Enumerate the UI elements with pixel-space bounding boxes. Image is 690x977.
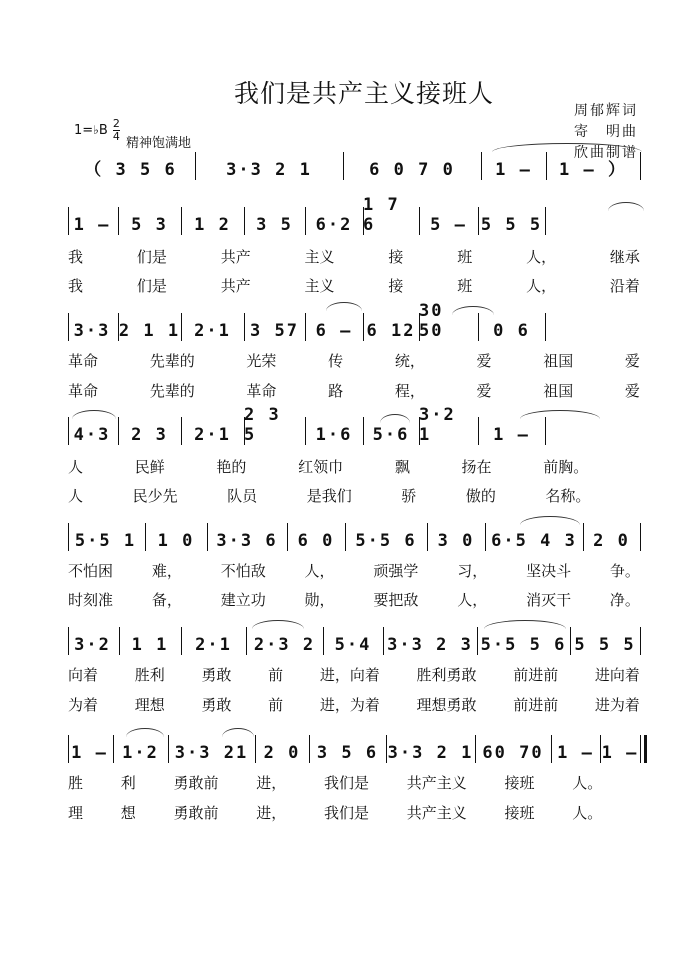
lyric-word: 爱 [476, 382, 492, 400]
lyric-word: 前进前 [513, 696, 559, 714]
barline [640, 523, 641, 551]
lyric-word: 人 [68, 458, 84, 476]
lyric-verse-2 [68, 485, 640, 506]
notation-staff [0, 301, 690, 341]
measure: 1 2 [194, 215, 231, 235]
measure: 60 70 [482, 743, 544, 763]
measure: 5·5 1 [74, 531, 137, 551]
lyric-word: 骄 [401, 487, 417, 505]
barline [68, 417, 69, 445]
measure: 1·2 [122, 743, 159, 763]
lyric-word: 们是 [136, 277, 167, 295]
lyric-word: 名称。 [545, 487, 591, 505]
barline [545, 313, 546, 341]
lyric-word: 胜 [68, 774, 84, 792]
lyric-word: 共产主义 [406, 774, 467, 792]
notation-staff [0, 733, 690, 763]
lyric-word: 要把敌 [373, 591, 419, 609]
lyric-word: 理想勇敢 [416, 696, 477, 714]
measure: 4·3 [73, 425, 111, 445]
barline [68, 313, 69, 341]
lyric-word: 人， [304, 562, 335, 580]
lyric-word: 想 [120, 804, 136, 822]
measure: 3·3 21 [174, 743, 249, 763]
lyric-word: 是我们 [306, 487, 352, 505]
lyric-word: 艳的 [216, 458, 247, 476]
slur-arc [608, 202, 644, 211]
lyric-word: 接 [388, 248, 404, 266]
lyric-word: 祖国 [543, 382, 574, 400]
composer-credit: 寄 明曲 [574, 124, 638, 140]
barline [68, 523, 69, 551]
lyric-word: 勇敢 [201, 666, 232, 684]
flat-symbol: ♭ [93, 123, 99, 137]
lyric-word: 程， [394, 382, 425, 400]
measure: 5 – [430, 215, 467, 235]
measure: 1 1 [131, 635, 169, 655]
notation-staff [0, 150, 690, 180]
lyric-verse-1 [68, 560, 640, 581]
lyric-word: 勋， [304, 591, 335, 609]
lyricist-credit: 周郁辉词 [574, 103, 638, 119]
lyric-word: 坚决斗 [526, 562, 572, 580]
lyric-word: 进， [256, 804, 287, 822]
lyric-word: 主义 [304, 248, 335, 266]
lyric-verse-1 [68, 456, 640, 477]
lyric-word: 我 [68, 277, 84, 295]
lyric-word: 爱 [476, 352, 492, 370]
measure: 3·3 2 3 [387, 635, 473, 655]
lyric-word: 理想 [134, 696, 165, 714]
lyric-word: 进为着 [594, 696, 640, 714]
measure: （ 3 5 6 [84, 160, 177, 180]
measure: 3·3 [73, 321, 111, 341]
lyric-word: 主义 [304, 277, 335, 295]
slur-arc [484, 620, 566, 629]
lyric-word: 人 [68, 487, 84, 505]
slur-arc [452, 306, 494, 315]
lyric-verse-2 [68, 275, 640, 296]
lyric-word: 人， [457, 591, 488, 609]
lyric-word: 前胸。 [543, 458, 589, 476]
lyric-verse-2 [68, 589, 640, 610]
measure: 1 – [71, 743, 108, 763]
key-signature [74, 118, 120, 143]
notation-staff [0, 521, 690, 551]
lyric-word: 扬在 [461, 458, 492, 476]
barline [545, 417, 546, 445]
lyric-word: 我们是 [324, 804, 370, 822]
lyric-word: 为着 [68, 696, 99, 714]
lyric-verse-1 [68, 350, 640, 371]
lyric-verse-2 [68, 380, 640, 401]
lyric-verse-2 [68, 694, 640, 715]
lyric-word: 我们是 [324, 774, 370, 792]
notation-staff [0, 625, 690, 655]
lyric-word: 人。 [572, 804, 603, 822]
lyric-word: 习， [457, 562, 488, 580]
lyric-word: 红领巾 [298, 458, 344, 476]
lyric-word: 前 [268, 696, 284, 714]
lyric-word: 备， [151, 591, 182, 609]
measure: 1 0 [157, 531, 195, 551]
lyric-word: 革命 [68, 352, 99, 370]
lyric-word: 革命 [68, 382, 99, 400]
meter-top: 2 [112, 117, 120, 130]
lyric-word: 接 [388, 277, 404, 295]
lyric-word: 勇敢前 [173, 774, 219, 792]
lyric-word: 进， [256, 774, 287, 792]
lyric-word: 爱 [624, 352, 640, 370]
lyric-word: 人。 [572, 774, 603, 792]
lyric-verse-1 [68, 664, 640, 685]
lyric-word: 利 [120, 774, 136, 792]
final-barline [640, 735, 641, 763]
lyric-word: 先辈的 [149, 382, 195, 400]
measure: 5·6 [372, 425, 410, 445]
measure: 2 0 [263, 743, 301, 763]
measure: 1 – [557, 743, 594, 763]
lyric-word: 飘 [394, 458, 410, 476]
measure: 2 3 5 [244, 405, 281, 445]
lyric-word: 胜利勇敢 [416, 666, 477, 684]
lyric-word: 时刻准 [68, 591, 114, 609]
time-signature [113, 118, 120, 143]
measure: 2·1 [195, 635, 232, 655]
measure: 3 0 [437, 531, 475, 551]
lyric-word: 建立功 [220, 591, 266, 609]
measure: 3 5 6 [316, 743, 379, 763]
lyric-verse-1 [68, 246, 640, 267]
key-note: B [98, 123, 108, 138]
measure: 5·5 6 [355, 531, 417, 551]
lyric-word: 路 [328, 382, 344, 400]
notation-staff [0, 195, 690, 235]
lyric-word: 共产主义 [406, 804, 467, 822]
measure: 6 0 7 0 [369, 160, 455, 180]
measure: 1 – ） [559, 160, 627, 180]
barline [68, 627, 69, 655]
measure: 2 0 [593, 531, 630, 551]
measure: 2·1 [194, 425, 231, 445]
measure: 3·2 [74, 635, 111, 655]
lyric-word: 顽强学 [373, 562, 419, 580]
lyric-word: 班 [457, 277, 473, 295]
lyric-word: 爱 [624, 382, 640, 400]
measure: 5·5 5 6 [480, 635, 567, 655]
measure: 3 5 [256, 215, 293, 235]
slur-arc [222, 728, 254, 737]
measure: 30 50 [419, 301, 444, 341]
measure: 1·6 [315, 425, 353, 445]
measure: 6·5 4 3 [491, 531, 577, 551]
lyric-word: 进，向着 [319, 666, 380, 684]
lyric-word: 光荣 [246, 352, 277, 370]
measure: 3·3 2 1 [387, 743, 474, 763]
measure: 1 – [73, 215, 111, 235]
lyric-word: 统， [394, 352, 425, 370]
lyric-word: 不怕敌 [220, 562, 266, 580]
measure: 3·2 1 [419, 405, 456, 445]
measure: 1 7 6 [363, 195, 400, 235]
lyric-word: 班 [457, 248, 473, 266]
lyric-word: 民鲜 [134, 458, 165, 476]
lyric-word: 队员 [227, 487, 258, 505]
measure: 5·4 [334, 635, 372, 655]
lyric-word: 勇敢前 [173, 804, 219, 822]
lyric-word: 争。 [609, 562, 640, 580]
barline [545, 207, 546, 235]
lyric-word: 接班 [504, 804, 535, 822]
lyric-word: 理 [68, 804, 84, 822]
barline [640, 152, 641, 180]
barline [640, 627, 641, 655]
lyric-word: 们是 [136, 248, 167, 266]
lyric-word: 祖国 [543, 352, 574, 370]
slur-arc [252, 620, 304, 629]
key-prefix: 1= [74, 123, 94, 138]
measure: 2·3 2 [253, 635, 316, 655]
notation-staff [0, 405, 690, 445]
measure: 2 1 1 [118, 321, 181, 341]
measure: 5 3 [131, 215, 168, 235]
lyric-word: 进向着 [594, 666, 640, 684]
lyric-word: 共产 [220, 277, 251, 295]
lyric-word: 难， [151, 562, 182, 580]
lyric-word: 革命 [246, 382, 277, 400]
barline [68, 207, 69, 235]
lyric-word: 进，为着 [319, 696, 380, 714]
measure: 6 12 [366, 321, 416, 341]
measure: 3·3 2 1 [226, 160, 312, 180]
meter-bottom: 4 [112, 130, 120, 143]
measure: 3 57 [250, 321, 299, 341]
score-title: 我们是共产主义接班人 [234, 79, 495, 108]
lyric-verse-1 [68, 772, 640, 793]
slur-arc [520, 410, 600, 419]
lyric-word: 共产 [220, 248, 251, 266]
measure: 6·2 [315, 215, 353, 235]
slur-arc [326, 302, 362, 311]
expression-marking: 精神饱满地 [126, 136, 192, 151]
lyric-word: 传 [328, 352, 344, 370]
lyric-word: 接班 [504, 774, 535, 792]
measure: 3·3 6 [216, 531, 278, 551]
measure: 2·1 [194, 321, 231, 341]
lyric-word: 前进前 [513, 666, 559, 684]
measure: 5 5 5 [574, 635, 636, 655]
slur-arc [126, 728, 164, 737]
lyric-word: 勇敢 [201, 696, 232, 714]
measure: 5 5 5 [480, 215, 543, 235]
lyric-word: 消灭干 [526, 591, 572, 609]
measure: 1 – [601, 743, 639, 763]
slur-arc [72, 410, 116, 419]
lyric-word: 先辈的 [149, 352, 195, 370]
lyric-word: 民少先 [132, 487, 178, 505]
barline [68, 735, 69, 763]
lyric-word: 净。 [609, 591, 640, 609]
measure: 6 – [315, 321, 353, 341]
lyric-word: 前 [268, 666, 284, 684]
lyric-word: 傲的 [465, 487, 496, 505]
lyric-word: 继承 [609, 248, 640, 266]
measure: 6 0 [297, 531, 335, 551]
lyric-word: 人， [526, 248, 557, 266]
lyric-word: 人， [526, 277, 557, 295]
lyric-word: 我 [68, 248, 84, 266]
measure: 0 6 [493, 321, 530, 341]
measure: 1 – [495, 160, 532, 180]
engraver-credit: 欣曲制谱 [574, 145, 638, 161]
slur-arc [520, 516, 580, 525]
lyric-word: 不怕困 [68, 562, 114, 580]
lyric-word: 向着 [68, 666, 99, 684]
lyric-verse-2 [68, 802, 640, 823]
lyric-word: 沿着 [609, 277, 640, 295]
measure: 2 3 [131, 425, 168, 445]
measure: 1 – [493, 425, 530, 445]
lyric-word: 胜利 [134, 666, 165, 684]
